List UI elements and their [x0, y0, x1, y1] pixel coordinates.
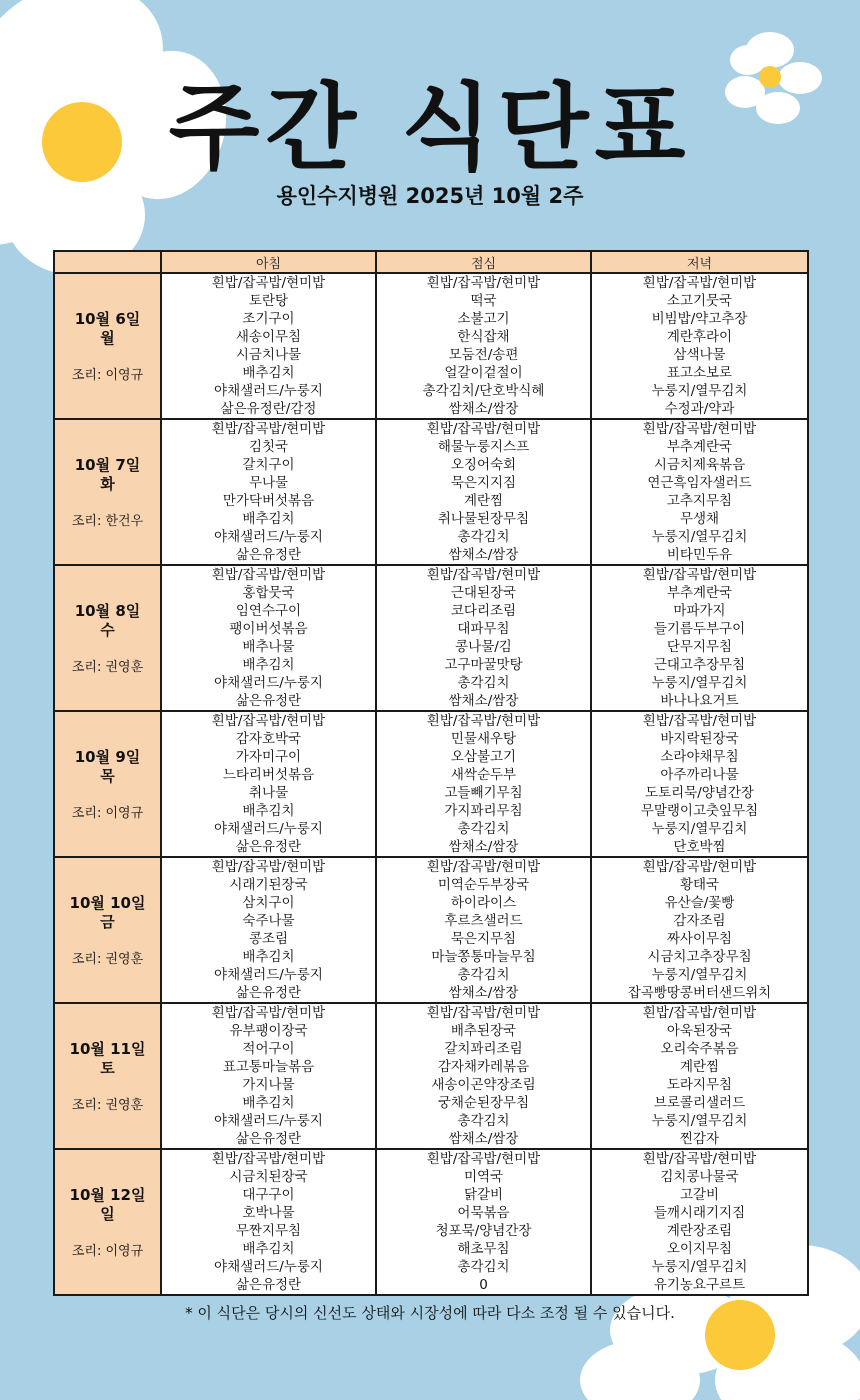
day-cook: 조리: 권영훈: [71, 1097, 144, 1113]
menu-item: 흰밥/잡곡밥/현미밥: [211, 713, 326, 729]
menu-item: 총각김치/단호박식혜: [422, 383, 545, 399]
menu-item: 배추김치: [242, 1241, 295, 1257]
menu-item: 흰밥/잡곡밥/현미밥: [426, 713, 541, 729]
menu-item: 바나나요거트: [660, 693, 739, 709]
menu-item: 배추김치: [242, 1095, 295, 1111]
day-row: [54, 1149, 808, 1295]
day-row: [54, 857, 808, 1003]
menu-item: 누룽지/열무김치: [651, 529, 748, 545]
menu-item: 야채샐러드/누룽지: [214, 675, 323, 691]
menu-item: 야채샐러드/누룽지: [214, 1259, 323, 1275]
day-weekday: 수: [100, 620, 115, 639]
menu-item: 비타민두유: [666, 547, 733, 563]
menu-item: 얼갈이겉절이: [444, 365, 523, 381]
day-cook: 조리: 권영훈: [71, 951, 144, 967]
day-date: 10월 6일: [74, 309, 141, 328]
menu-item: 찐감자: [679, 1131, 720, 1147]
menu-item: 민물새우탕: [450, 731, 517, 747]
menu-item: 새송이곤약장조림: [431, 1077, 536, 1093]
menu-item: 하이라이스: [450, 895, 517, 911]
menu-item: 야채샐러드/누룽지: [214, 383, 323, 399]
day-weekday: 월: [100, 328, 115, 347]
menu-item: 총각김치: [457, 967, 510, 983]
menu-item: 계란찜: [463, 493, 504, 509]
menu-item: 미역국: [463, 1169, 504, 1185]
menu-item: 쌈채소/쌈장: [448, 985, 519, 1001]
menu-item: 취나물: [248, 785, 289, 801]
menu-item: 배추김치: [242, 949, 295, 965]
day-cell: [54, 273, 161, 419]
menu-item: 청포묵/양념간장: [435, 1223, 532, 1239]
menu-item: 흰밥/잡곡밥/현미밥: [642, 713, 757, 729]
dinner-cell: [591, 1003, 808, 1149]
menu-item: 계란후라이: [666, 329, 733, 345]
day-cell: [54, 419, 161, 565]
menu-item: 도라지무침: [666, 1077, 733, 1093]
menu-item: 들깨시래기지짐: [653, 1205, 746, 1221]
menu-item: 쌈채소/쌈장: [448, 547, 519, 563]
menu-item: 갈치구이: [242, 457, 295, 473]
header-lunch: 점심: [376, 251, 591, 273]
menu-item: 새송이무침: [235, 329, 302, 345]
menu-item: 도토리묵/양념간장: [645, 785, 754, 801]
menu-item: 흰밥/잡곡밥/현미밥: [642, 421, 757, 437]
menu-item: 근대된장국: [450, 585, 517, 601]
menu-item: 총각김치: [457, 1113, 510, 1129]
dinner-cell: [591, 857, 808, 1003]
lunch-cell: [376, 565, 591, 711]
day-weekday: 토: [100, 1058, 115, 1077]
menu-item: 비빔밥/약고추장: [651, 311, 748, 327]
menu-item: 모둠전/송편: [448, 347, 519, 363]
menu-item: 부추계란국: [666, 585, 733, 601]
day-date: 10월 9일: [74, 747, 141, 766]
menu-item: 야채샐러드/누룽지: [214, 1113, 323, 1129]
breakfast-cell: [161, 1149, 376, 1295]
page-title: 주간 식단표: [168, 74, 692, 183]
menu-item: 누룽지/열무김치: [651, 1259, 748, 1275]
menu-item: 소고기뭇국: [666, 293, 733, 309]
menu-item: 누룽지/열무김치: [651, 967, 748, 983]
day-cook: 조리: 이영규: [71, 1243, 144, 1259]
menu-item: 표고소보로: [666, 365, 733, 381]
day-date: 10월 10일: [69, 893, 146, 912]
menu-item: 부추계란국: [666, 439, 733, 455]
menu-item: 총각김치: [457, 1259, 510, 1275]
menu-item: 가지꽈리무침: [444, 803, 523, 819]
table-header-row: [54, 251, 808, 273]
menu-item: 새싹순두부: [450, 767, 517, 783]
header-corner: [54, 251, 161, 273]
menu-item: 계란찜: [679, 1059, 720, 1075]
day-cell: [54, 1003, 161, 1149]
menu-item: 토란탕: [248, 293, 289, 309]
menu-item: 아주까리나물: [660, 767, 739, 783]
menu-item: 누룽지/열무김치: [651, 383, 748, 399]
menu-item: 쌈채소/쌈장: [448, 401, 519, 417]
menu-item: 감자채카레볶음: [437, 1059, 530, 1075]
menu-item: 흰밥/잡곡밥/현미밥: [211, 421, 326, 437]
day-weekday: 화: [100, 474, 115, 493]
menu-item: 느타리버섯볶음: [222, 767, 315, 783]
day-cell: [54, 857, 161, 1003]
day-date: 10월 11일: [69, 1039, 146, 1058]
menu-item: 삶은유정란: [235, 693, 302, 709]
footnote: * 이 식단은 당시의 신선도 상태와 시장성에 따라 다소 조정 될 수 있습니다.: [185, 1304, 675, 1322]
breakfast-cell: [161, 273, 376, 419]
menu-item: 누룽지/열무김치: [651, 675, 748, 691]
breakfast-cell: [161, 857, 376, 1003]
meal-table-body: [54, 273, 808, 1295]
menu-item: 코다리조림: [450, 603, 517, 619]
header-dinner: 저녁: [591, 251, 808, 273]
menu-item: 고갈비: [679, 1187, 720, 1203]
day-cook: 조리: 권영훈: [71, 659, 144, 675]
menu-item: 궁채순된장무침: [437, 1095, 530, 1111]
menu-item: 쌈채소/쌈장: [448, 839, 519, 855]
menu-item: 배추된장국: [450, 1023, 517, 1039]
menu-item: 삼치구이: [242, 895, 295, 911]
menu-item: 해초무침: [457, 1241, 510, 1257]
lunch-cell: [376, 1149, 591, 1295]
menu-item: 호박나물: [242, 1205, 295, 1221]
menu-item: 마늘쫑통마늘무침: [431, 949, 536, 965]
day-row: [54, 711, 808, 857]
menu-item: 대구구이: [242, 1187, 295, 1203]
menu-item: 흰밥/잡곡밥/현미밥: [426, 859, 541, 875]
menu-item: 야채샐러드/누룽지: [214, 967, 323, 983]
menu-item: 야채샐러드/누룽지: [214, 529, 323, 545]
lunch-cell: [376, 711, 591, 857]
menu-item: 김치콩나물국: [660, 1169, 739, 1185]
menu-item: 시금치고추장무침: [647, 949, 752, 965]
menu-item: 무나물: [248, 475, 289, 491]
menu-item: 감자조림: [673, 913, 726, 929]
menu-item: 마파가지: [673, 603, 726, 619]
day-row: [54, 419, 808, 565]
day-cook: 조리: 이영규: [71, 805, 144, 821]
menu-item: 배추나물: [242, 639, 295, 655]
day-cell: [54, 711, 161, 857]
menu-item: 잡곡빵땅콩버터샌드위치: [627, 985, 772, 1001]
lunch-cell: [376, 857, 591, 1003]
menu-item: 흰밥/잡곡밥/현미밥: [211, 567, 326, 583]
menu-item: 삶은유정란/감정: [220, 401, 317, 417]
menu-item: 닭갈비: [463, 1187, 504, 1203]
menu-item: 짜사이무침: [666, 931, 733, 947]
menu-item: 미역순두부장국: [437, 877, 530, 893]
menu-item: 시금치된장국: [229, 1169, 308, 1185]
menu-item: 대파무침: [457, 621, 510, 637]
menu-item: 고구마꿀맛탕: [444, 657, 523, 673]
dinner-cell: [591, 565, 808, 711]
menu-item: 브로콜리샐러드: [653, 1095, 746, 1111]
menu-item: 총각김치: [457, 529, 510, 545]
menu-item: 흰밥/잡곡밥/현미밥: [211, 859, 326, 875]
menu-item: 묵은지무침: [450, 931, 517, 947]
menu-item: 누룽지/열무김치: [651, 1113, 748, 1129]
menu-item: 오리숙주볶음: [660, 1041, 739, 1057]
menu-item: 흰밥/잡곡밥/현미밥: [211, 1005, 326, 1021]
menu-item: 흰밥/잡곡밥/현미밥: [211, 275, 326, 291]
menu-item: 총각김치: [457, 675, 510, 691]
dinner-cell: [591, 1149, 808, 1295]
menu-item: 만가닥버섯볶음: [222, 493, 315, 509]
menu-item: 배추김치: [242, 511, 295, 527]
dinner-cell: [591, 273, 808, 419]
menu-item: 김칫국: [248, 439, 289, 455]
menu-item: 근대고추장무침: [653, 657, 746, 673]
menu-item: 무짠지무침: [235, 1223, 302, 1239]
breakfast-cell: [161, 565, 376, 711]
menu-item: 흰밥/잡곡밥/현미밥: [642, 1005, 757, 1021]
menu-item: 시금치제육볶음: [653, 457, 746, 473]
menu-item: 갈치꽈리조림: [444, 1041, 523, 1057]
menu-item: 해물누룽지스프: [437, 439, 530, 455]
menu-item: 단무지무침: [666, 639, 733, 655]
day-weekday: 금: [100, 912, 115, 931]
page-subtitle: 용인수지병원 2025년 10월 2주: [276, 184, 584, 208]
menu-item: 조기구이: [242, 311, 295, 327]
menu-item: 0: [479, 1277, 488, 1293]
menu-item: 무말랭이고춧잎무침: [640, 803, 759, 819]
menu-item: 흰밥/잡곡밥/현미밥: [426, 275, 541, 291]
menu-item: 배추김치: [242, 657, 295, 673]
day-date: 10월 7일: [74, 455, 141, 474]
lunch-cell: [376, 1003, 591, 1149]
menu-item: 단호박찜: [673, 839, 726, 855]
day-row: [54, 1003, 808, 1149]
header-breakfast: 아침: [161, 251, 376, 273]
menu-item: 어묵볶음: [457, 1205, 510, 1221]
menu-item: 삶은유정란: [235, 1277, 302, 1293]
menu-item: 오징어숙회: [450, 457, 517, 473]
menu-item: 황태국: [679, 877, 720, 893]
menu-item: 고들빼기무침: [444, 785, 523, 801]
menu-item: 흰밥/잡곡밥/현미밥: [211, 1151, 326, 1167]
menu-item: 흰밥/잡곡밥/현미밥: [426, 1151, 541, 1167]
dinner-cell: [591, 419, 808, 565]
menu-item: 팽이버섯볶음: [229, 621, 308, 637]
breakfast-cell: [161, 419, 376, 565]
menu-item: 유산슬/꽃빵: [664, 895, 735, 911]
menu-item: 수정과/약과: [664, 401, 735, 417]
lunch-cell: [376, 273, 591, 419]
breakfast-cell: [161, 1003, 376, 1149]
menu-item: 홍합뭇국: [242, 585, 295, 601]
menu-item: 가지나물: [242, 1077, 295, 1093]
day-cook: 조리: 한건우: [71, 513, 144, 529]
menu-item: 숙주나물: [242, 913, 295, 929]
menu-item: 시래기된장국: [229, 877, 308, 893]
menu-item: 흰밥/잡곡밥/현미밥: [642, 1151, 757, 1167]
menu-item: 유부팽이장국: [229, 1023, 308, 1039]
menu-item: 적어구이: [242, 1041, 295, 1057]
menu-item: 계란장조림: [666, 1223, 733, 1239]
dinner-cell: [591, 711, 808, 857]
day-date: 10월 12일: [69, 1185, 146, 1204]
menu-item: 배추김치: [242, 803, 295, 819]
menu-item: 고추지무침: [666, 493, 733, 509]
menu-item: 삶은유정란: [235, 547, 302, 563]
day-row: [54, 565, 808, 711]
menu-item: 시금치나물: [235, 347, 302, 363]
menu-item: 삶은유정란: [235, 839, 302, 855]
menu-item: 콩나물/김: [455, 639, 512, 655]
menu-item: 삶은유정란: [235, 985, 302, 1001]
menu-item: 들기름두부구이: [653, 621, 746, 637]
menu-item: 아욱된장국: [666, 1023, 733, 1039]
day-weekday: 일: [100, 1204, 115, 1223]
menu-item: 삶은유정란: [235, 1131, 302, 1147]
menu-item: 오이지무침: [666, 1241, 733, 1257]
menu-item: 연근흑임자샐러드: [647, 475, 752, 491]
menu-item: 흰밥/잡곡밥/현미밥: [642, 859, 757, 875]
menu-item: 임연수구이: [235, 603, 302, 619]
menu-item: 콩조림: [248, 931, 289, 947]
menu-item: 쌈채소/쌈장: [448, 1131, 519, 1147]
menu-item: 가자미구이: [235, 749, 302, 765]
menu-item: 흰밥/잡곡밥/현미밥: [426, 1005, 541, 1021]
meal-table: [53, 250, 809, 1296]
breakfast-cell: [161, 711, 376, 857]
menu-item: 쌈채소/쌈장: [448, 693, 519, 709]
menu-item: 배추김치: [242, 365, 295, 381]
menu-item: 무생채: [679, 511, 720, 527]
menu-item: 바지락된장국: [660, 731, 739, 747]
menu-item: 묵은지지짐: [450, 475, 517, 491]
menu-item: 삼색나물: [673, 347, 726, 363]
day-cook: 조리: 이영규: [71, 367, 144, 383]
day-date: 10월 8일: [74, 601, 141, 620]
lunch-cell: [376, 419, 591, 565]
menu-item: 소불고기: [457, 311, 510, 327]
menu-item: 감자호박국: [235, 731, 302, 747]
menu-item: 후르츠샐러드: [444, 913, 523, 929]
menu-item: 표고통마늘볶음: [222, 1059, 315, 1075]
menu-item: 야채샐러드/누룽지: [214, 821, 323, 837]
menu-item: 오삼불고기: [450, 749, 517, 765]
menu-item: 떡국: [470, 293, 497, 309]
menu-item: 흰밥/잡곡밥/현미밥: [642, 275, 757, 291]
day-cell: [54, 1149, 161, 1295]
menu-item: 한식잡채: [457, 329, 510, 345]
day-cell: [54, 565, 161, 711]
menu-item: 총각김치: [457, 821, 510, 837]
menu-item: 누룽지/열무김치: [651, 821, 748, 837]
menu-item: 유기농요구르트: [653, 1277, 746, 1293]
day-row: [54, 273, 808, 419]
menu-item: 흰밥/잡곡밥/현미밥: [426, 421, 541, 437]
menu-item: 흰밥/잡곡밥/현미밥: [426, 567, 541, 583]
day-weekday: 목: [100, 766, 115, 785]
menu-item: 취나물된장무침: [437, 511, 530, 527]
menu-item: 소라야채무침: [660, 749, 739, 765]
menu-item: 흰밥/잡곡밥/현미밥: [642, 567, 757, 583]
